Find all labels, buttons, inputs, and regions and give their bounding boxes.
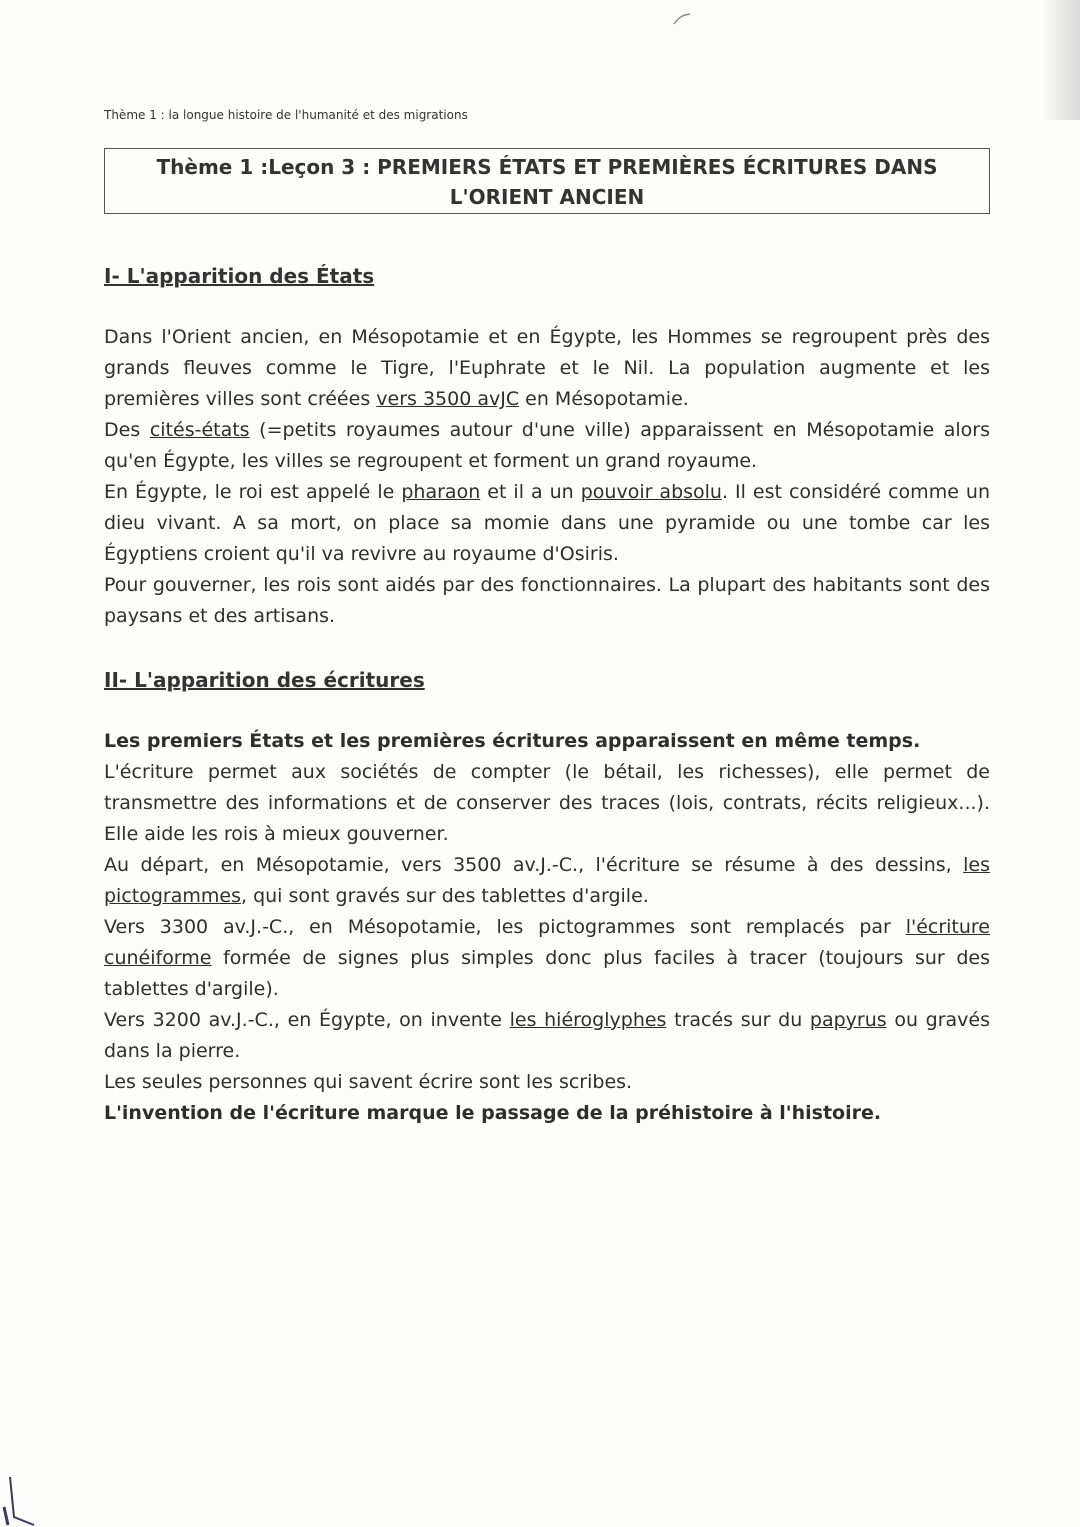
underlined-term: vers 3500 avJC	[376, 388, 520, 410]
section2-body	[104, 726, 990, 1129]
pen-mark-icon	[672, 12, 692, 26]
text-run: Des	[104, 419, 150, 441]
section2-heading: II- L'apparition des écritures	[104, 668, 425, 692]
underlined-term: pouvoir absolu	[580, 481, 722, 503]
section2-paragraph	[104, 850, 990, 912]
underlined-term: cités-états	[149, 419, 250, 441]
section1-paragraph	[104, 477, 990, 570]
underlined-term: pharaon	[401, 481, 481, 503]
underlined-term: papyrus	[809, 1009, 887, 1031]
text-run: (=petits royaumes autour d'une ville) apparaissent en Mésopotamie alors qu'en Égypte, les villes se regroupent et forment un grand royaume.	[104, 419, 990, 472]
text-run: ou gravés dans la pierre.	[104, 1009, 991, 1062]
section2-key-statement: Les premiers États et les premières écritures apparaissent en même temps.	[104, 730, 921, 752]
running-head: Thème 1 : la longue histoire de l'humanité et des migrations	[104, 108, 468, 122]
corner-stroke-icon	[0, 1477, 40, 1527]
underlined-term: l'écriture cunéiforme	[104, 916, 990, 969]
text-run: tracés sur du	[666, 1009, 810, 1031]
section1-paragraph: Pour gouverner, les rois sont aidés par des fonctionnaires. La plupart des habitants sont des paysans et des artisans.	[104, 574, 990, 627]
text-run: formée de signes plus simples donc plus faciles à tracer (toujours sur des tablettes d'argile).	[104, 947, 990, 1000]
text-run: Vers 3200 av.J.-C., en Égypte, on invente	[104, 1009, 510, 1031]
lesson-title-box	[104, 148, 990, 214]
section2-paragraph: L'écriture permet aux sociétés de compter (le bétail, les richesses), elle permet de transmettre des informations et de conserver des traces (lois, contrats, récits religieux...). Elle aide les rois à mieux gouverner.	[104, 761, 990, 845]
section1-heading: I- L'apparition des États	[104, 264, 375, 288]
section2-conclusion: L'invention de l'écriture marque le passage de la préhistoire à l'histoire.	[104, 1102, 882, 1124]
section2-paragraph	[104, 912, 990, 1005]
lesson-title-line1: Thème 1 :Leçon 3 : PREMIERS ÉTATS ET PREMIÈRES ÉCRITURES DANS	[156, 155, 938, 179]
text-run: En Égypte, le roi est appelé le	[104, 481, 402, 503]
scan-shadow	[1040, 0, 1080, 120]
section1-paragraph	[104, 415, 990, 477]
section1-body	[104, 322, 990, 632]
text-run: Au départ, en Mésopotamie, vers 3500 av.J.-C., l'écriture se résume à des dessins,	[104, 854, 964, 876]
text-run: Dans l'Orient ancien, en Mésopotamie et en Égypte, les Hommes se regroupent près des grands fleuves comme le Tigre, l'Euphrate et le Nil. La population augmente et les premières villes sont créées	[104, 326, 990, 410]
text-run: et il a un	[480, 481, 581, 503]
section2-paragraph	[104, 1005, 990, 1067]
underlined-term: les pictogrammes	[104, 854, 990, 907]
text-run: . Il est considéré comme un dieu vivant. A sa mort, on place sa momie dans une pyramide ou une tombe car les Égyptiens croient qu'il va revivre au royaume d'Osiris.	[104, 481, 990, 565]
text-run: Vers 3300 av.J.-C., en Mésopotamie, les pictogrammes sont remplacés par	[104, 916, 906, 938]
text-run: , qui sont gravés sur des tablettes d'argile.	[240, 885, 649, 907]
section2-paragraph: Les seules personnes qui savent écrire sont les scribes.	[104, 1071, 633, 1093]
section1-paragraph	[104, 322, 990, 415]
underlined-term: les hiéroglyphes	[509, 1009, 667, 1031]
lesson-title-line2: L'ORIENT ANCIEN	[449, 185, 645, 209]
text-run: en Mésopotamie.	[519, 388, 689, 410]
